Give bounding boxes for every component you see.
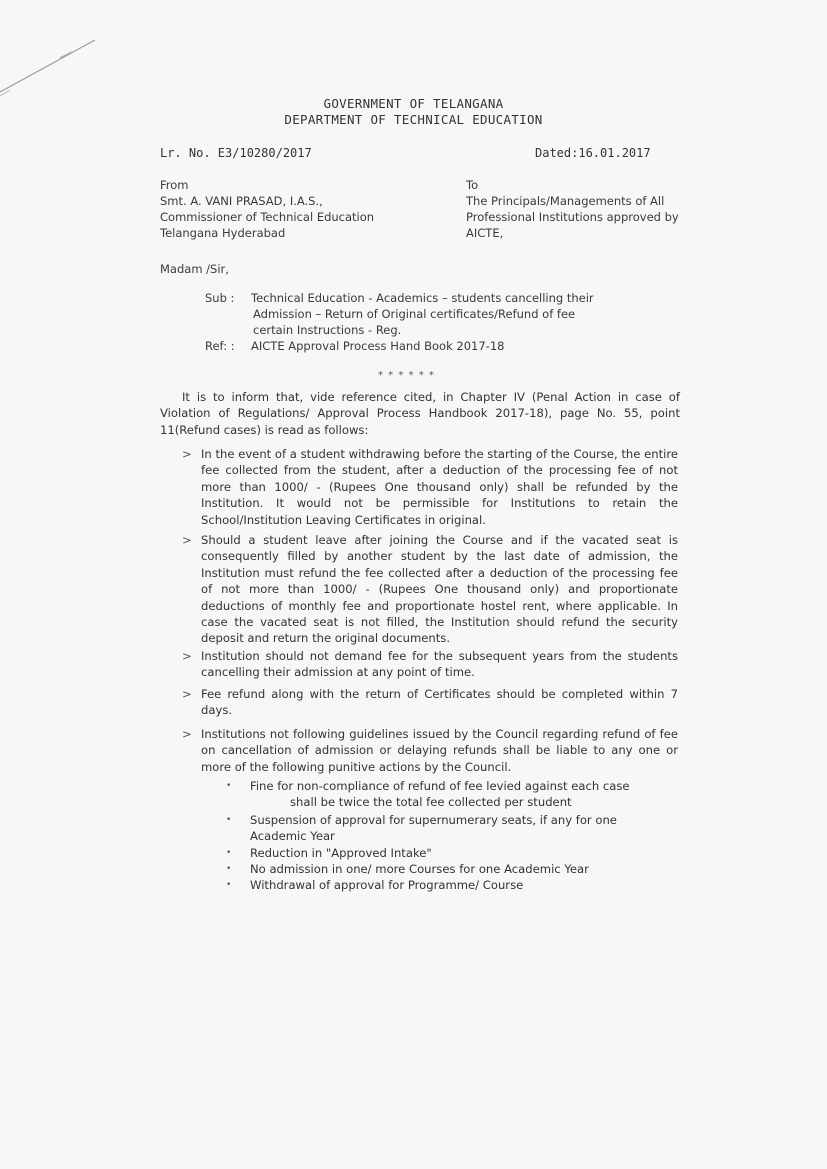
subject-label: Sub : bbox=[205, 291, 235, 305]
list-item-text: Should a student leave after joining the Course and if the vacated seat is consequently filled by another student by the last date of admission, the Institution must refund the fee collected after a deduction of the processing fee of not more than 1000/ - (Rupees One thousand only) and proportionate deductions of monthly fee and proportionate hostel rent, where applicable. In case the vacated seat is not filled, the Institution should refund the security deposit and return the original documents. bbox=[201, 533, 678, 646]
bullet-dot: • bbox=[226, 815, 232, 825]
intro-paragraph: It is to inform that, vide reference cited, in Chapter IV (Penal Action in case of Violation of Regulations/ Approval Process Handbook 2017-18), page No. 55, point 11(Refund cases) is read as follows: bbox=[160, 390, 680, 437]
letter-date: Dated:16.01.2017 bbox=[535, 146, 651, 160]
from-line-2: Commissioner of Technical Education bbox=[160, 210, 375, 224]
list-item bbox=[182, 446, 678, 528]
list-item bbox=[226, 778, 686, 810]
list-item-text: Fee refund along with the return of Certificates should be completed within 7 days. bbox=[201, 687, 678, 718]
withdrawal-text: Withdrawal of approval for Programme/ Course bbox=[250, 878, 524, 892]
subject-line-1: Technical Education - Academics – students cancelling their bbox=[251, 291, 594, 305]
list-item-text: Institutions not following guidelines issued by the Council regarding refund of fee on cancellation of admission or delaying refunds shall be liable to any one or more of the following punitive actions by the Council. bbox=[201, 727, 678, 774]
list-item bbox=[182, 648, 678, 681]
government-heading: GOVERNMENT OF TELANGANA bbox=[323, 96, 504, 111]
no-admission-text: No admission in one/ more Courses for one Academic Year bbox=[250, 862, 589, 876]
bullet-marker: > bbox=[182, 447, 192, 461]
to-line-2: Professional Institutions approved by bbox=[466, 210, 679, 224]
scan-artifact-line bbox=[0, 0, 120, 100]
fine-line-2: shall be twice the total fee collected per student bbox=[290, 795, 572, 809]
reference-line: AICTE Approval Process Hand Book 2017-18 bbox=[251, 339, 505, 353]
from-address bbox=[160, 177, 374, 241]
list-item bbox=[226, 861, 686, 877]
department-heading: DEPARTMENT OF TECHNICAL EDUCATION bbox=[284, 112, 543, 127]
bullet-dot: • bbox=[226, 848, 232, 858]
from-line-1: Smt. A. VANI PRASAD, I.A.S., bbox=[160, 194, 323, 208]
list-item bbox=[226, 845, 686, 861]
salutation: Madam /Sir, bbox=[160, 262, 229, 276]
list-item bbox=[226, 877, 686, 893]
reference-label: Ref: : bbox=[205, 339, 235, 353]
list-item bbox=[182, 686, 678, 719]
subject-line-2: Admission – Return of Original certificates/Refund of fee bbox=[253, 307, 576, 321]
subject-line-3: certain Instructions - Reg. bbox=[253, 323, 402, 337]
to-address bbox=[466, 177, 679, 241]
list-item bbox=[182, 726, 678, 775]
list-item-text: In the event of a student withdrawing before the starting of the Course, the entire fee collected from the student, after a deduction of the processing fee of not more than 1000/ - (Rupees One thousand only) shall be refunded by the Institution. It would not be permissible for Institutions to retain the School/Institution Leaving Certificates in original. bbox=[201, 447, 678, 527]
from-label: From bbox=[160, 178, 189, 192]
bullet-marker: > bbox=[182, 533, 192, 547]
bullet-marker: > bbox=[182, 727, 192, 741]
bullet-dot: • bbox=[226, 880, 232, 890]
bullet-marker: > bbox=[182, 649, 192, 663]
bullet-dot: • bbox=[226, 781, 232, 791]
to-label: To bbox=[466, 178, 479, 192]
suspension-line-2: Academic Year bbox=[250, 829, 335, 843]
from-line-3: Telangana Hyderabad bbox=[160, 226, 286, 240]
reduction-text: Reduction in "Approved Intake" bbox=[250, 846, 432, 860]
fine-line-1: Fine for non-compliance of refund of fee levied against each case bbox=[250, 779, 630, 793]
bullet-marker: > bbox=[182, 687, 192, 701]
bullet-dot: • bbox=[226, 864, 232, 874]
list-item bbox=[226, 812, 686, 844]
letter-reference-number: Lr. No. E3/10280/2017 bbox=[160, 146, 312, 160]
suspension-line-1: Suspension of approval for supernumerary seats, if any for one bbox=[250, 813, 617, 827]
to-line-3: AICTE, bbox=[466, 226, 504, 240]
separator-stars: * * * * * * bbox=[378, 370, 435, 381]
subject-block bbox=[205, 290, 665, 354]
to-line-1: The Principals/Managements of All bbox=[466, 194, 665, 208]
list-item-text: Institution should not demand fee for the subsequent years from the students cancelling their admission at any point of time. bbox=[201, 649, 678, 680]
list-item bbox=[182, 532, 678, 647]
